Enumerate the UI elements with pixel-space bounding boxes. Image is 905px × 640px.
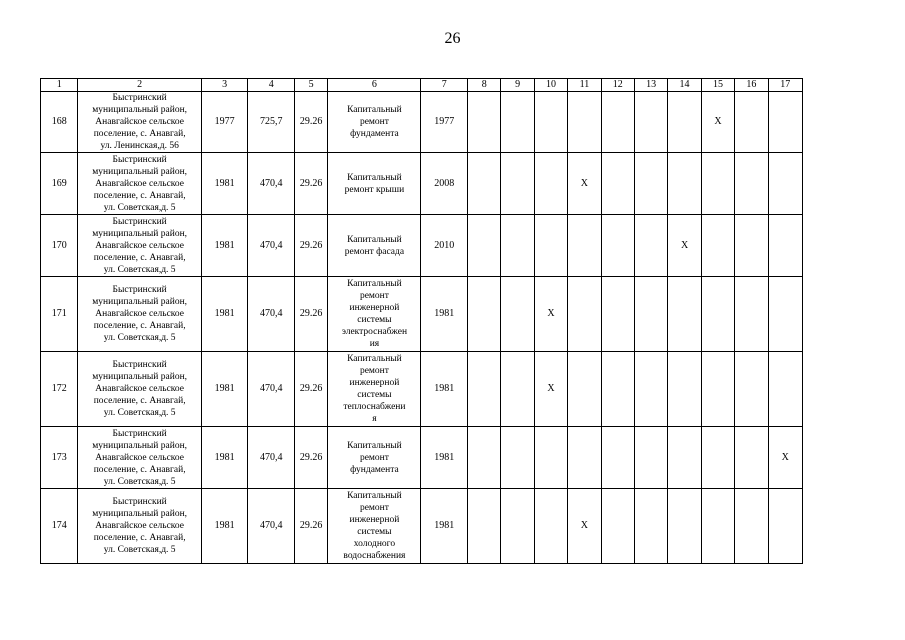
address-line: поселение, с. Анавгай, (93, 252, 186, 263)
rate-cell: 29.26 (294, 489, 327, 564)
work-type-line: системы (357, 315, 392, 325)
column-header: 14 (668, 79, 701, 92)
table-row (41, 92, 803, 153)
work-type-line: Капитальный (347, 440, 402, 451)
last-repair-year-cell: 1981 (421, 427, 468, 489)
work-type-line: Капитальный (347, 234, 402, 245)
mark-cell: X (701, 92, 734, 153)
address-line: Быстринский (112, 154, 167, 165)
mark-cell: X (768, 427, 802, 489)
empty-cell (668, 92, 701, 153)
work-type-line: ремонт фасада (344, 246, 405, 257)
address-cell (78, 92, 201, 153)
empty-cell (735, 92, 768, 153)
column-header: 17 (768, 79, 802, 92)
work-type-line: холодного (353, 539, 396, 549)
row-number-cell: 173 (41, 427, 78, 489)
work-type-line: электроснабжен (341, 327, 408, 337)
empty-cell (468, 92, 501, 153)
last-repair-year-cell: 1981 (421, 277, 468, 352)
address-line: ул. Советская,д. 5 (103, 476, 176, 487)
empty-cell (534, 92, 567, 153)
row-number-cell: 169 (41, 153, 78, 215)
empty-cell (501, 92, 534, 153)
address-line: поселение, с. Анавгай, (93, 190, 186, 201)
empty-cell (534, 489, 567, 564)
empty-cell (768, 352, 802, 427)
work-type-line: Капитальный (347, 279, 402, 289)
page-number: 26 (444, 30, 461, 47)
column-header: 5 (294, 79, 327, 92)
empty-cell (735, 215, 768, 277)
address-line: ул. Советская,д. 5 (103, 545, 176, 555)
empty-cell (735, 489, 768, 564)
row-number-cell: 172 (41, 352, 78, 427)
address-line: Быстринский (112, 216, 167, 227)
empty-cell (534, 427, 567, 489)
area-cell: 470,4 (248, 215, 295, 277)
work-type-line: фундамента (350, 129, 399, 139)
year-built-cell: 1981 (201, 277, 248, 352)
empty-cell (534, 215, 567, 277)
empty-cell (568, 215, 601, 277)
rate-cell: 29.26 (294, 277, 327, 352)
address-line: Анавгайское сельское (95, 240, 185, 251)
area-cell: 470,4 (248, 153, 295, 215)
address-line: поселение, с. Анавгай, (93, 396, 186, 406)
empty-cell (501, 427, 534, 489)
work-type-line: инженерной (349, 378, 400, 388)
address-line: Быстринский (112, 428, 167, 439)
address-line: ул. Советская,д. 5 (103, 333, 176, 343)
work-type-line: теплоснабжени (343, 402, 406, 412)
table-row (41, 427, 803, 489)
mark-cell: X (568, 153, 601, 215)
year-built-cell: 1981 (201, 215, 248, 277)
address-line: Анавгайское сельское (95, 452, 185, 463)
rate-cell: 29.26 (294, 352, 327, 427)
empty-cell (768, 92, 802, 153)
table-row (41, 489, 803, 564)
work-type-line: ремонт (359, 503, 389, 513)
address-line: Быстринский (112, 360, 167, 370)
row-number-cell: 168 (41, 92, 78, 153)
empty-cell (668, 489, 701, 564)
column-header: 13 (634, 79, 667, 92)
empty-cell (668, 277, 701, 352)
address-line: муниципальный район, (92, 228, 188, 239)
address-cell (78, 352, 201, 427)
empty-cell (501, 215, 534, 277)
row-number-cell: 174 (41, 489, 78, 564)
empty-cell (768, 215, 802, 277)
address-line: муниципальный район, (92, 105, 188, 115)
column-header: 9 (501, 79, 534, 92)
address-line: муниципальный район, (92, 166, 188, 177)
work-type-line: Капитальный (347, 354, 402, 364)
empty-cell (634, 92, 667, 153)
empty-cell (735, 352, 768, 427)
repair-schedule-table (40, 78, 803, 564)
empty-cell (568, 427, 601, 489)
empty-cell (701, 215, 734, 277)
work-type-line: ремонт (359, 452, 389, 463)
work-type-line: Капитальный (347, 491, 402, 501)
empty-cell (768, 277, 802, 352)
area-cell: 470,4 (248, 352, 295, 427)
table-row (41, 277, 803, 352)
empty-cell (601, 215, 634, 277)
column-header: 6 (328, 79, 421, 92)
address-line: поселение, с. Анавгай, (93, 533, 186, 543)
address-line: Быстринский (112, 93, 167, 103)
mark-cell: X (534, 352, 567, 427)
address-line: ул. Советская,д. 5 (103, 202, 176, 213)
empty-cell (601, 277, 634, 352)
empty-cell (634, 153, 667, 215)
empty-cell (534, 153, 567, 215)
year-built-cell: 1981 (201, 489, 248, 564)
empty-cell (601, 352, 634, 427)
work-type-line: я (372, 414, 377, 424)
empty-cell (668, 427, 701, 489)
column-header: 1 (41, 79, 78, 92)
last-repair-year-cell: 1981 (421, 489, 468, 564)
table-row (41, 352, 803, 427)
area-cell: 470,4 (248, 277, 295, 352)
rate-cell: 29.26 (294, 427, 327, 489)
empty-cell (668, 352, 701, 427)
rate-cell: 29.26 (294, 92, 327, 153)
empty-cell (501, 489, 534, 564)
work-type-cell (328, 277, 421, 352)
address-cell (78, 427, 201, 489)
address-cell (78, 153, 201, 215)
address-line: муниципальный район, (92, 509, 188, 519)
empty-cell (468, 215, 501, 277)
empty-cell (668, 153, 701, 215)
empty-cell (701, 153, 734, 215)
empty-cell (568, 277, 601, 352)
year-built-cell: 1977 (201, 92, 248, 153)
row-number-cell: 171 (41, 277, 78, 352)
work-type-line: инженерной (349, 515, 400, 525)
address-line: поселение, с. Анавгай, (93, 129, 186, 139)
empty-cell (501, 153, 534, 215)
work-type-line: ремонт (359, 291, 389, 301)
work-type-line: ремонт (359, 366, 389, 376)
empty-cell (634, 215, 667, 277)
work-type-line: системы (357, 390, 392, 400)
work-type-line: ремонт (359, 117, 389, 127)
work-type-line: Капитальный (347, 105, 402, 115)
empty-cell (468, 153, 501, 215)
work-type-line: ия (369, 339, 380, 349)
mark-cell: X (668, 215, 701, 277)
empty-cell (701, 489, 734, 564)
rate-cell: 29.26 (294, 153, 327, 215)
address-line: муниципальный район, (92, 372, 188, 382)
last-repair-year-cell: 2010 (421, 215, 468, 277)
empty-cell (601, 92, 634, 153)
empty-cell (768, 153, 802, 215)
empty-cell (601, 427, 634, 489)
address-line: муниципальный район, (92, 440, 188, 451)
last-repair-year-cell: 1977 (421, 92, 468, 153)
empty-cell (601, 489, 634, 564)
empty-cell (735, 153, 768, 215)
empty-cell (701, 427, 734, 489)
empty-cell (468, 427, 501, 489)
mark-cell: X (534, 277, 567, 352)
table-row (41, 215, 803, 277)
work-type-line: инженерной (349, 303, 400, 313)
column-header: 4 (248, 79, 295, 92)
empty-cell (468, 277, 501, 352)
column-header: 12 (601, 79, 634, 92)
rate-cell: 29.26 (294, 215, 327, 277)
column-header: 3 (201, 79, 248, 92)
column-header: 15 (701, 79, 734, 92)
work-type-cell (328, 427, 421, 489)
address-line: Быстринский (112, 497, 167, 507)
address-line: Анавгайское сельское (95, 117, 185, 127)
empty-cell (735, 427, 768, 489)
empty-cell (601, 153, 634, 215)
empty-cell (568, 92, 601, 153)
empty-cell (634, 489, 667, 564)
work-type-cell (328, 92, 421, 153)
empty-cell (735, 277, 768, 352)
address-line: Быстринский (112, 285, 167, 295)
empty-cell (501, 352, 534, 427)
empty-cell (468, 352, 501, 427)
address-line: Анавгайское сельское (95, 384, 185, 394)
empty-cell (768, 489, 802, 564)
last-repair-year-cell: 1981 (421, 352, 468, 427)
work-type-line: системы (357, 527, 392, 537)
table-header-row (41, 79, 803, 92)
area-cell: 470,4 (248, 427, 295, 489)
empty-cell (701, 277, 734, 352)
row-number-cell: 170 (41, 215, 78, 277)
address-line: Анавгайское сельское (95, 521, 185, 531)
year-built-cell: 1981 (201, 352, 248, 427)
column-header: 10 (534, 79, 567, 92)
address-line: ул. Советская,д. 5 (103, 264, 176, 275)
address-line: Анавгайское сельское (95, 309, 185, 319)
work-type-line: водоснабжения (343, 551, 406, 561)
address-line: ул. Советская,д. 5 (103, 408, 176, 418)
work-type-line: Капитальный (347, 172, 402, 183)
empty-cell (634, 277, 667, 352)
address-cell (78, 277, 201, 352)
empty-cell (634, 352, 667, 427)
work-type-cell (328, 215, 421, 277)
column-header: 7 (421, 79, 468, 92)
mark-cell: X (568, 489, 601, 564)
work-type-cell (328, 489, 421, 564)
address-line: муниципальный район, (92, 297, 188, 307)
address-cell (78, 215, 201, 277)
address-line: Анавгайское сельское (95, 178, 185, 189)
work-type-line: фундамента (350, 464, 399, 475)
empty-cell (701, 352, 734, 427)
column-header: 11 (568, 79, 601, 92)
work-type-line: ремонт крыши (344, 184, 405, 195)
year-built-cell: 1981 (201, 153, 248, 215)
work-type-cell (328, 352, 421, 427)
column-header: 2 (78, 79, 201, 92)
empty-cell (634, 427, 667, 489)
address-line: поселение, с. Анавгай, (93, 321, 186, 331)
address-cell (78, 489, 201, 564)
work-type-cell (328, 153, 421, 215)
column-header: 8 (468, 79, 501, 92)
empty-cell (468, 489, 501, 564)
address-line: поселение, с. Анавгай, (93, 464, 186, 475)
address-line: ул. Ленинская,д. 56 (100, 141, 179, 151)
area-cell: 470,4 (248, 489, 295, 564)
empty-cell (501, 277, 534, 352)
last-repair-year-cell: 2008 (421, 153, 468, 215)
empty-cell (568, 352, 601, 427)
year-built-cell: 1981 (201, 427, 248, 489)
table-row (41, 153, 803, 215)
area-cell: 725,7 (248, 92, 295, 153)
column-header: 16 (735, 79, 768, 92)
